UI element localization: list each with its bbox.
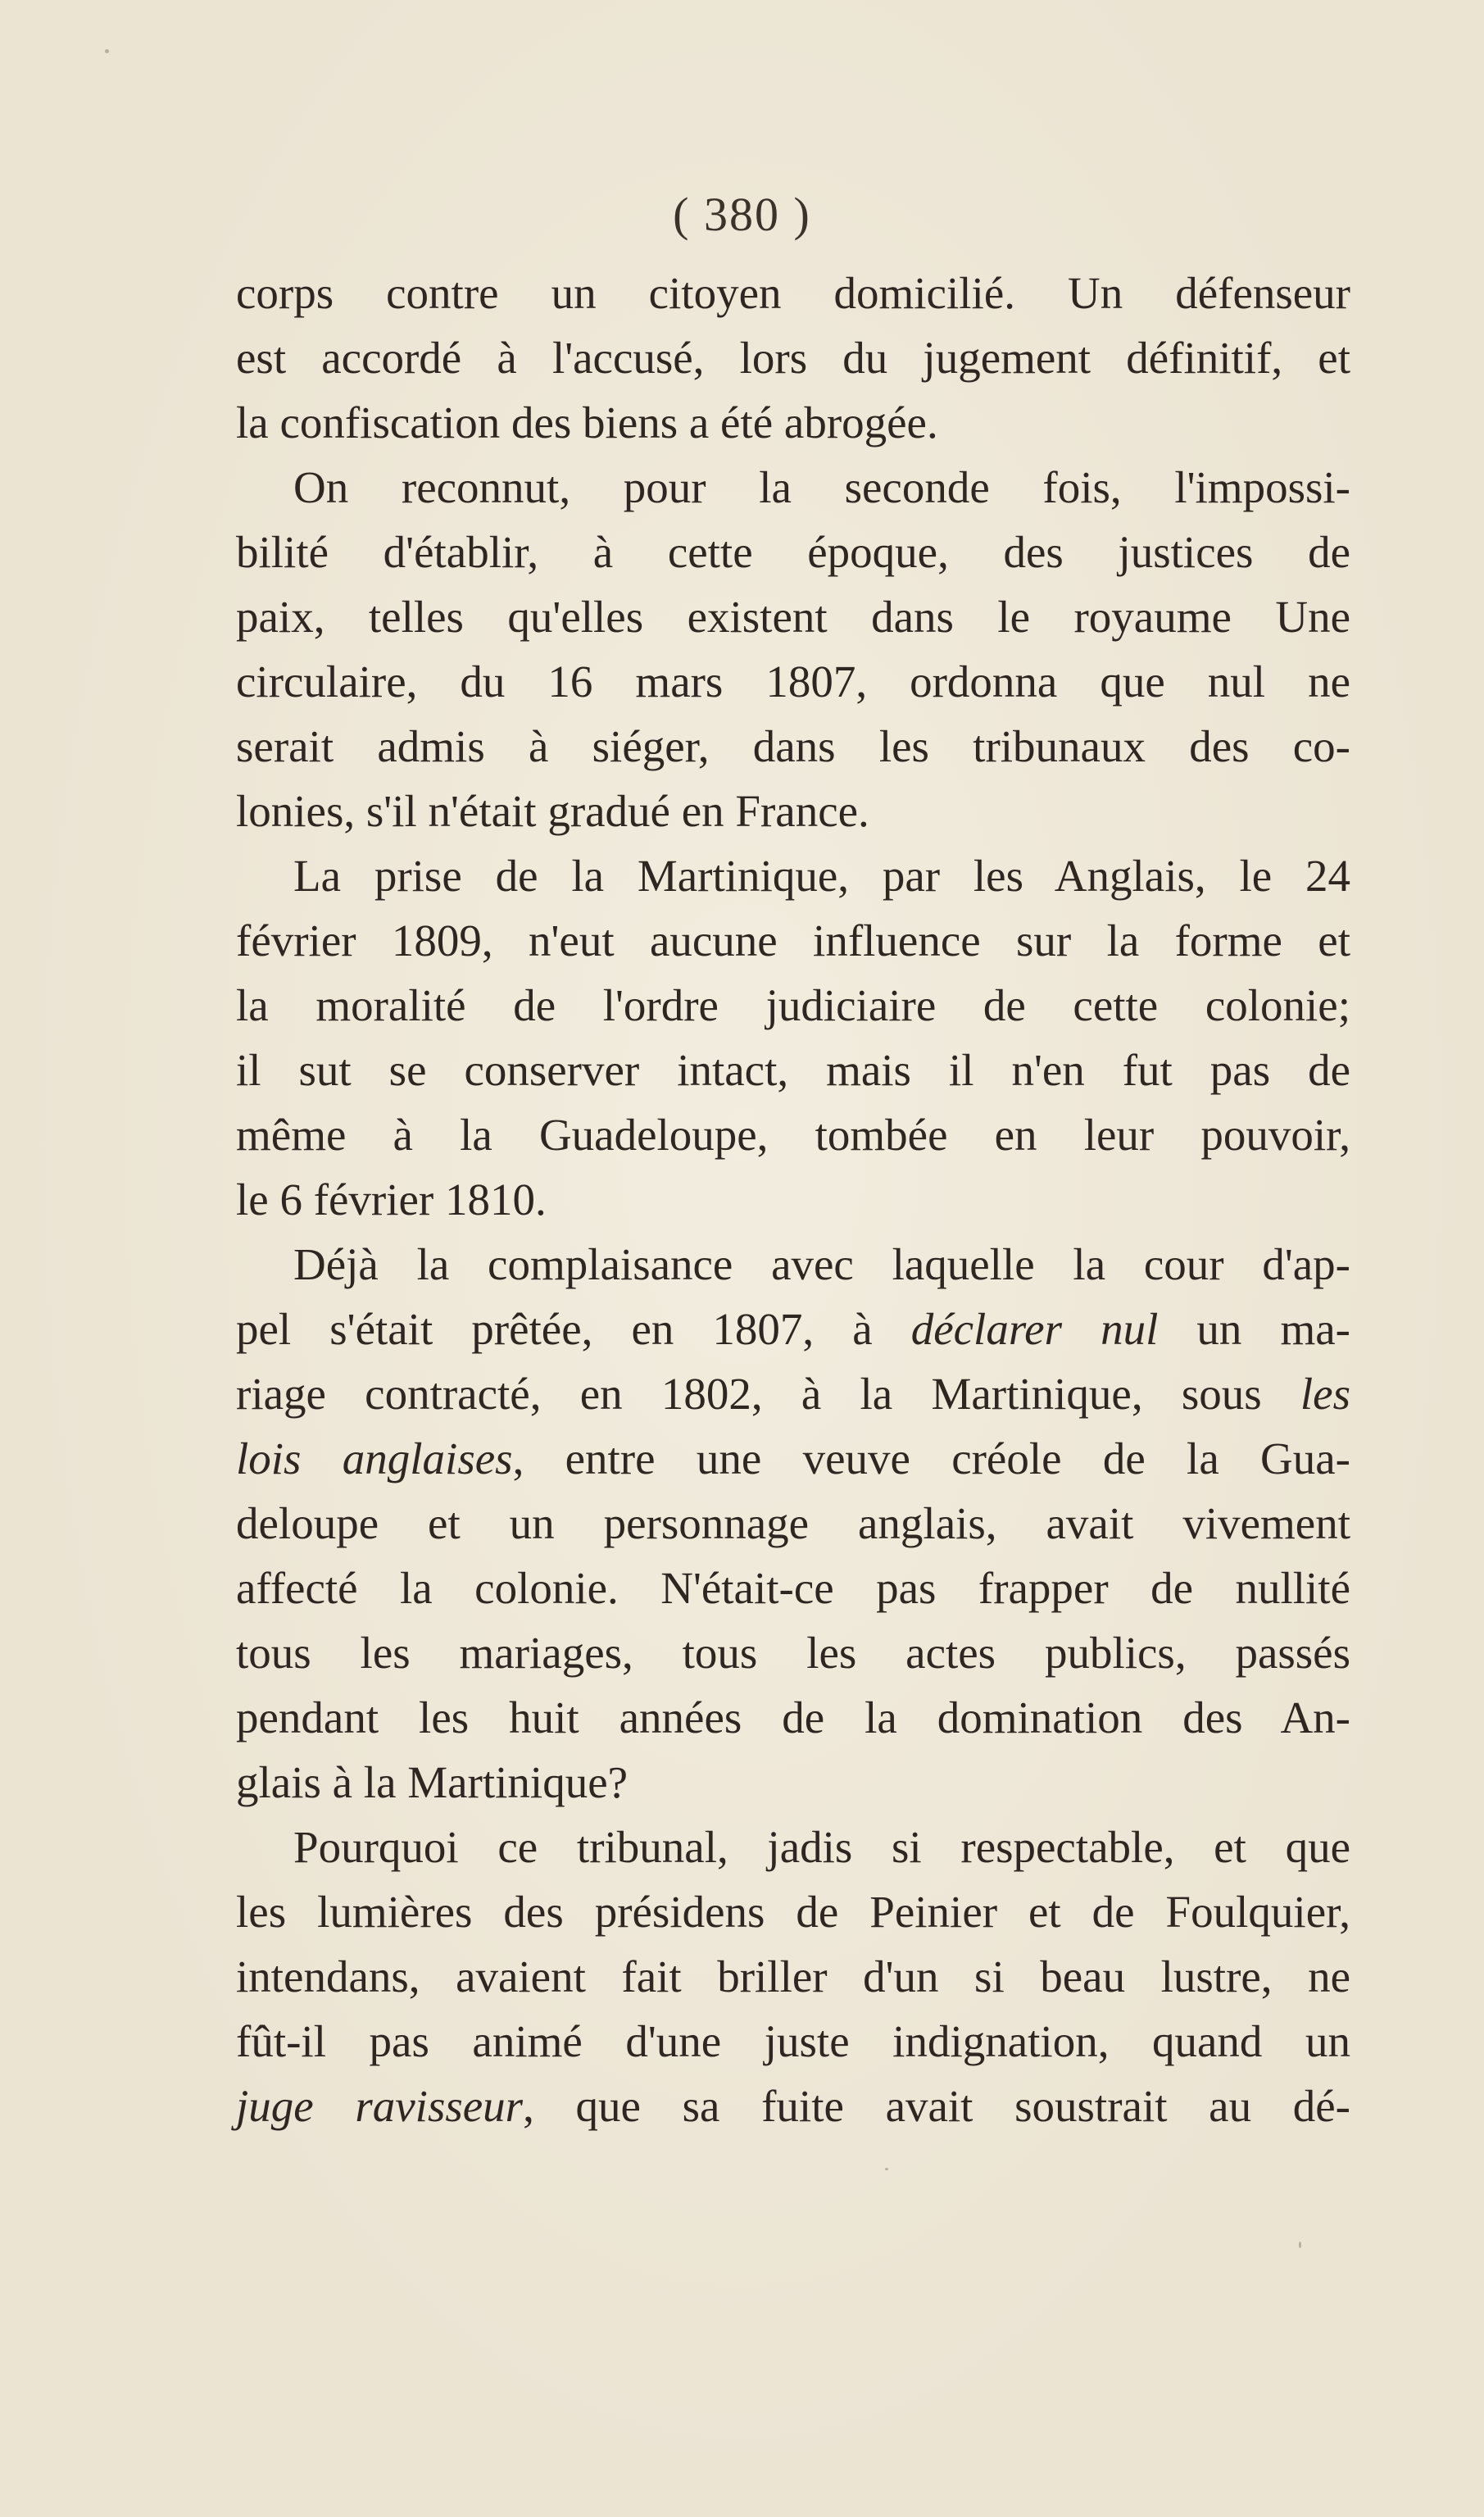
text-line (236, 325, 1350, 390)
text-segment: fût-il pas animé d'une juste indignation, quand un (236, 2016, 1350, 2066)
text-line (236, 1297, 1350, 1361)
text-segment: tous les mariages, tous les actes publics, passés (236, 1628, 1350, 1678)
text-line (236, 1685, 1350, 1750)
text-segment: Déjà la complaisance avec laquelle la cour d'ap- (293, 1239, 1350, 1289)
italic-segment: déclarer nul (910, 1304, 1159, 1354)
text-segment: intendans, avaient fait briller d'un si beau lustre, ne (236, 1951, 1350, 2001)
text-line (236, 1038, 1350, 1102)
text-segment: , que sa fuite avait soustrait au dé- (523, 2081, 1350, 2131)
text-line (236, 779, 1350, 843)
paper-speck (105, 49, 109, 53)
text-segment: On reconnut, pour la seconde fois, l'impossi- (293, 462, 1350, 512)
text-line (236, 455, 1350, 520)
text-segment: circulaire, du 16 mars 1807, ordonna que nul ne (236, 657, 1350, 706)
text-segment: lonies, s'il n'était gradué en France. (236, 786, 869, 836)
text-segment: serait admis à siéger, dans les tribunaux des co- (236, 721, 1350, 771)
text-line (236, 2074, 1350, 2138)
text-segment: La prise de la Martinique, par les Anglais, le 24 (293, 851, 1350, 901)
paper-speck (885, 2168, 888, 2170)
text-segment: , entre une veuve créole de la Gua- (512, 1433, 1350, 1483)
text-line (236, 2009, 1350, 2074)
text-line (236, 1620, 1350, 1685)
text-segment: la confiscation des biens a été abrogée. (236, 398, 938, 448)
text-line (236, 261, 1350, 325)
text-line (236, 908, 1350, 973)
text-segment: deloupe et un personnage anglais, avait vivement (236, 1498, 1350, 1548)
text-segment: un ma- (1158, 1304, 1350, 1354)
text-segment: pendant les huit années de la domination des An- (236, 1692, 1350, 1742)
text-segment: riage contracté, en 1802, à la Martinique, sous (236, 1369, 1300, 1419)
body-text (236, 261, 1350, 2138)
text-segment: corps contre un citoyen domicilié. Un défenseur (236, 268, 1350, 318)
text-line (236, 1361, 1350, 1426)
text-segment: la moralité de l'ordre judiciaire de cette colonie; (236, 980, 1350, 1030)
italic-segment: les (1300, 1369, 1350, 1419)
text-segment: le 6 février 1810. (236, 1174, 547, 1224)
text-segment: février 1809, n'eut aucune influence sur la forme et (236, 915, 1350, 965)
text-line (236, 1102, 1350, 1167)
text-line (236, 1879, 1350, 1944)
text-line (236, 973, 1350, 1038)
text-line (236, 584, 1350, 649)
italic-segment: lois anglaises (236, 1433, 513, 1483)
text-line (236, 649, 1350, 714)
paper-speck (1299, 2242, 1301, 2248)
text-segment: bilité d'établir, à cette époque, des justices de (236, 527, 1350, 577)
text-segment: est accordé à l'accusé, lors du jugement définitif, et (236, 333, 1350, 383)
text-line (236, 1232, 1350, 1297)
text-line (236, 714, 1350, 779)
text-segment: affecté la colonie. N'était-ce pas frapper de nullité (236, 1563, 1350, 1613)
text-line (236, 1167, 1350, 1232)
text-segment: Pourquoi ce tribunal, jadis si respectable, et que (293, 1822, 1350, 1872)
text-segment: les lumières des présidens de Peinier et de Foulquier, (236, 1887, 1350, 1937)
text-line (236, 1815, 1350, 1879)
text-line (236, 1556, 1350, 1620)
text-line (236, 1944, 1350, 2009)
text-line (236, 390, 1350, 455)
page-number: ( 380 ) (673, 188, 811, 241)
text-line (236, 1426, 1350, 1491)
text-segment: paix, telles qu'elles existent dans le royaume Une (236, 592, 1350, 642)
italic-segment: juge ravisseur (236, 2081, 524, 2131)
text-segment: glais à la Martinique? (236, 1757, 629, 1807)
text-segment: même à la Guadeloupe, tombée en leur pouvoir, (236, 1110, 1350, 1160)
text-line (236, 1491, 1350, 1556)
text-line (236, 1750, 1350, 1815)
text-line (236, 520, 1350, 584)
text-segment: pel s'était prêtée, en 1807, à (236, 1304, 911, 1354)
text-segment: il sut se conserver intact, mais il n'en fut pas de (236, 1045, 1350, 1095)
text-line (236, 843, 1350, 908)
